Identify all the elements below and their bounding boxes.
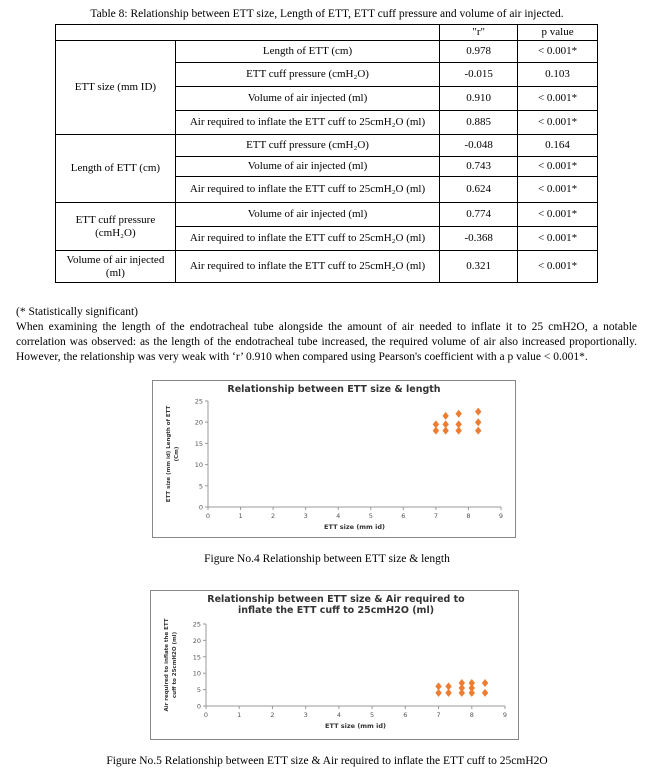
x-tick-label: 1 (238, 512, 243, 520)
data-point (445, 682, 451, 690)
r-cell: -0.368 (440, 227, 518, 251)
variable-cell: Volume of air injected (ml) (175, 87, 439, 111)
r-cell: 0.885 (440, 111, 518, 135)
group-label-line: (ml) (105, 266, 125, 279)
y-tick-label: 10 (194, 461, 203, 470)
variable-cell: ETT cuff pressure (cmH₂O) (175, 63, 439, 87)
data-point (435, 682, 441, 690)
figure-4-svg (153, 381, 515, 537)
r-cell: 0.743 (440, 157, 518, 177)
table-caption: Table 8: Relationship between ETT size, Length of ETT, ETT cuff pressure and volume of air injected. (90, 8, 564, 20)
x-tick-label: 7 (433, 512, 438, 520)
x-tick-label: 2 (271, 512, 276, 520)
p-value-cell: < 0.001* (518, 41, 598, 63)
group-label (56, 203, 176, 251)
table-8 (55, 24, 598, 283)
x-tick-label: 9 (502, 711, 508, 719)
data-point (442, 420, 448, 428)
group-label-line: Volume of air injected (66, 253, 165, 266)
variable-cell: Volume of air injected (ml) (175, 157, 439, 177)
p-value-cell: < 0.001* (518, 227, 598, 251)
header-p-value: p value (518, 25, 598, 41)
data-point (469, 679, 475, 687)
p-value-cell: 0.164 (518, 135, 598, 157)
group-label-line: ETT size (mm ID) (74, 81, 157, 93)
variable-cell: ETT cuff pressure (cmH₂O) (175, 135, 439, 157)
y-tick-label: 10 (192, 669, 201, 678)
group-label (56, 135, 176, 203)
y-axis-label-line: (Cm) (174, 446, 180, 462)
y-axis-label (164, 618, 178, 711)
p-value-cell: 0.103 (518, 63, 598, 87)
group-label (56, 41, 176, 135)
x-tick-label: 8 (469, 711, 474, 719)
p-value-cell: < 0.001* (518, 111, 598, 135)
x-tick-label: 4 (336, 512, 341, 520)
y-axis-label-line: cuff to 25cmH2O (ml) (172, 631, 178, 699)
p-value-cell: < 0.001* (518, 177, 598, 203)
y-tick-label: 20 (192, 636, 201, 645)
x-tick-label: 9 (498, 512, 504, 520)
figure-5-svg (151, 591, 518, 739)
r-cell: 0.978 (440, 41, 518, 63)
data-point (475, 418, 481, 426)
data-point (455, 420, 461, 428)
p-value-cell: < 0.001* (518, 251, 598, 283)
variable-cell: Volume of air injected (ml) (175, 203, 439, 227)
data-point (475, 427, 481, 435)
data-point (482, 689, 488, 697)
group-label-line: ETT cuff pressure (75, 213, 156, 226)
body-paragraph: When examining the length of the endotracheal tube alongside the amount of air needed to inflate it to 25 cmH2O, a notable correlation was observed: as the length of the endotracheal tube increased, the required volume of air also increased proportionally. However, the relationship was very weak with ‘r’ 0.910 when compared using Pearson's coefficient with a p value < 0.001*. (16, 321, 637, 363)
x-tick-label: 5 (368, 512, 373, 520)
group-label-line: (cmH₂O) (95, 226, 136, 239)
x-tick-label: 0 (203, 711, 209, 719)
header-blank (56, 25, 440, 41)
r-cell: 0.774 (440, 203, 518, 227)
group-label-line: Length of ETT (cm) (70, 162, 161, 174)
chart-title: inflate the ETT cuff to 25cmH2O (ml) (237, 605, 435, 616)
x-tick-label: 6 (403, 711, 408, 719)
table-row (56, 251, 598, 283)
x-tick-label: 8 (466, 512, 471, 520)
figure-4-caption: Figure No.4 Relationship between ETT size & length (204, 553, 450, 565)
p-value-cell: < 0.001* (518, 157, 598, 177)
variable-cell: Air required to inflate the ETT cuff to 25cmH₂O (ml) (175, 227, 439, 251)
x-tick-label: 2 (270, 711, 275, 719)
chart-title: Relationship between ETT size & Air required to (207, 594, 465, 605)
table-row (56, 203, 598, 227)
r-cell: -0.048 (440, 135, 518, 157)
x-tick-label: 4 (336, 711, 341, 719)
r-cell: 0.910 (440, 87, 518, 111)
y-tick-label: 15 (194, 439, 203, 448)
y-tick-label: 15 (192, 653, 201, 662)
table-row (56, 135, 598, 157)
r-cell: 0.321 (440, 251, 518, 283)
figure-5-chart (150, 590, 519, 740)
figure-5-caption: Figure No.5 Relationship between ETT size & Air required to inflate the ETT cuff to 25cmH2O (106, 755, 548, 767)
data-point (475, 408, 481, 416)
x-tick-label: 7 (436, 711, 441, 719)
y-tick-label: 0 (198, 503, 203, 512)
data-point (482, 679, 488, 687)
figure-4-chart (152, 380, 516, 538)
x-axis-label: ETT size (mm id) (325, 722, 386, 730)
y-tick-label: 25 (192, 620, 201, 629)
group-label (56, 251, 176, 283)
variable-cell: Length of ETT (cm) (175, 41, 439, 63)
table-row (56, 41, 598, 63)
x-tick-label: 1 (237, 711, 242, 719)
r-cell: -0.015 (440, 63, 518, 87)
x-tick-label: 3 (303, 512, 308, 520)
data-point (459, 679, 465, 687)
variable-cell: Air required to inflate the ETT cuff to 25cmH₂O (ml) (175, 177, 439, 203)
y-tick-label: 20 (194, 418, 203, 427)
significance-note: (* Statistically significant) (16, 306, 139, 318)
p-value-cell: < 0.001* (518, 87, 598, 111)
data-point (442, 412, 448, 420)
y-axis-label-line: Air required to inflate the ETT (164, 618, 170, 712)
data-point (433, 420, 439, 428)
x-tick-label: 0 (205, 512, 211, 520)
x-tick-label: 6 (401, 512, 406, 520)
variable-cell: Air required to inflate the ETT cuff to 25cmH₂O (ml) (175, 111, 439, 135)
data-point (455, 410, 461, 418)
y-tick-label: 5 (198, 482, 203, 491)
p-value-cell: < 0.001* (518, 203, 598, 227)
chart-title: Relationship between ETT size & length (227, 384, 441, 395)
y-tick-label: 0 (196, 702, 201, 711)
y-tick-label: 5 (196, 686, 201, 695)
x-axis-label: ETT size (mm id) (324, 523, 385, 531)
x-tick-label: 3 (303, 711, 308, 719)
y-axis-label (166, 406, 180, 503)
y-tick-label: 25 (194, 397, 203, 406)
variable-cell: Air required to inflate the ETT cuff to 25cmH₂O (ml) (175, 251, 439, 283)
x-tick-label: 5 (370, 711, 375, 719)
r-cell: 0.624 (440, 177, 518, 203)
y-axis-label-line: ETT size (mm id) Length of ETT (166, 405, 172, 503)
header-r: "r" (440, 25, 518, 41)
